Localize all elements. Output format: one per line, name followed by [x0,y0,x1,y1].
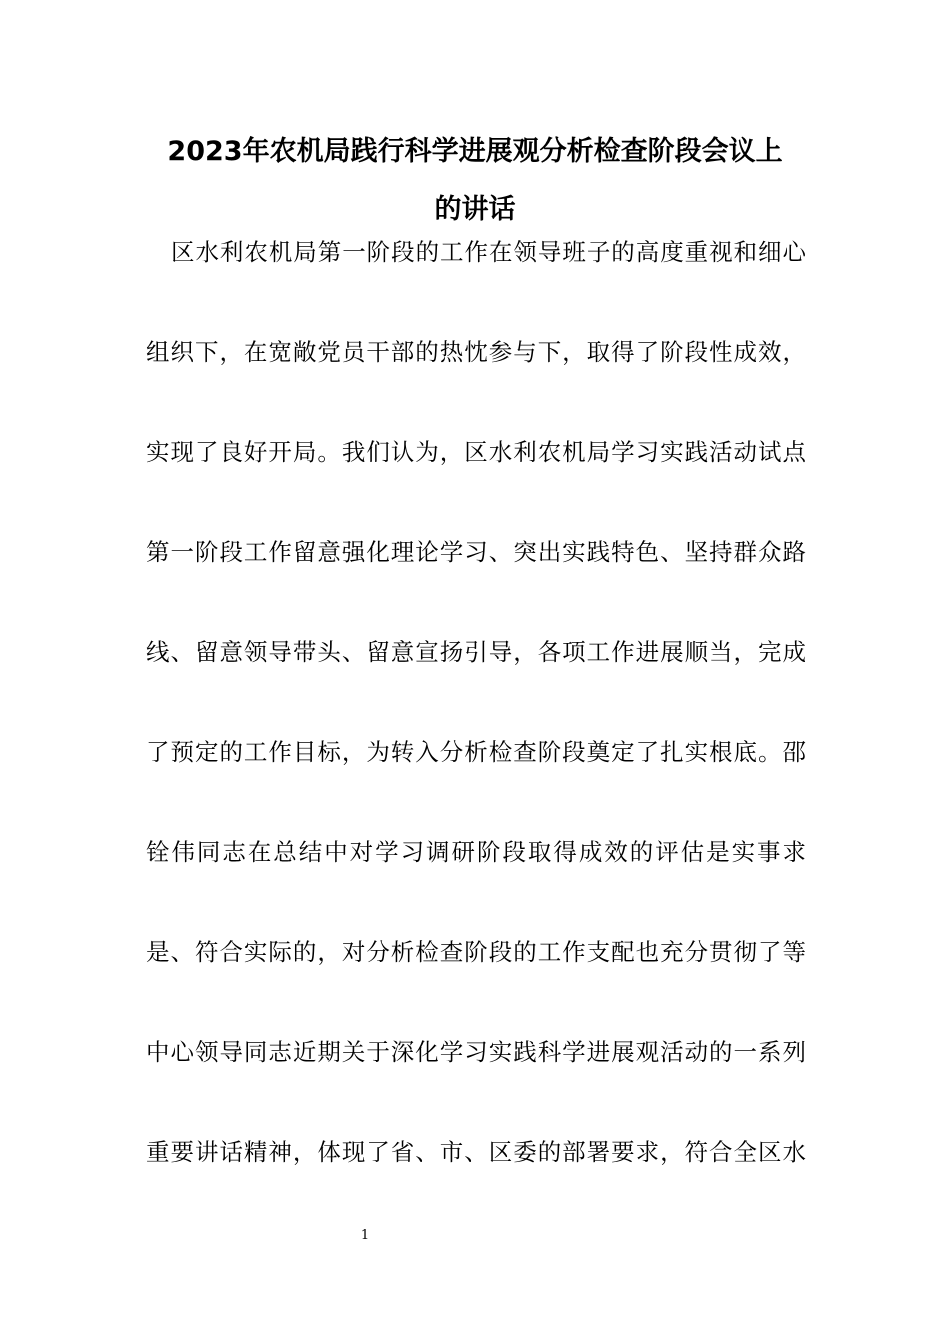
body-line-8: 是、符合实际的，对分析检查阶段的工作支配也充分贯彻了等 [146,938,806,966]
body-line-1: 区水利农机局第一阶段的工作在领导班子的高度重视和细心 [171,238,806,266]
page-number: 1 [360,1228,370,1243]
body-line-3: 实现了良好开局。我们认为，区水利农机局学习实践活动试点 [146,438,806,466]
body-line-5: 线、留意领导带头、留意宣扬引导，各项工作进展顺当，完成 [146,638,806,666]
document-title-line-1: 2023年农机局践行科学进展观分析检查阶段会议上 [167,136,783,167]
document-title-line-2: 的讲话 [434,194,516,225]
body-line-7: 铨伟同志在总结中对学习调研阶段取得成效的评估是实事求 [146,838,806,866]
body-line-6: 了预定的工作目标，为转入分析检查阶段奠定了扎实根底。邵 [146,738,806,766]
body-line-2: 组织下，在宽敞党员干部的热忱参与下，取得了阶段性成效， [146,338,806,366]
body-line-4: 第一阶段工作留意强化理论学习、突出实践特色、坚持群众路 [146,538,806,566]
body-line-9: 中心领导同志近期关于深化学习实践科学进展观活动的一系列 [146,1038,806,1066]
body-line-10: 重要讲话精神，体现了省、市、区委的部署要求，符合全区水 [146,1138,806,1166]
